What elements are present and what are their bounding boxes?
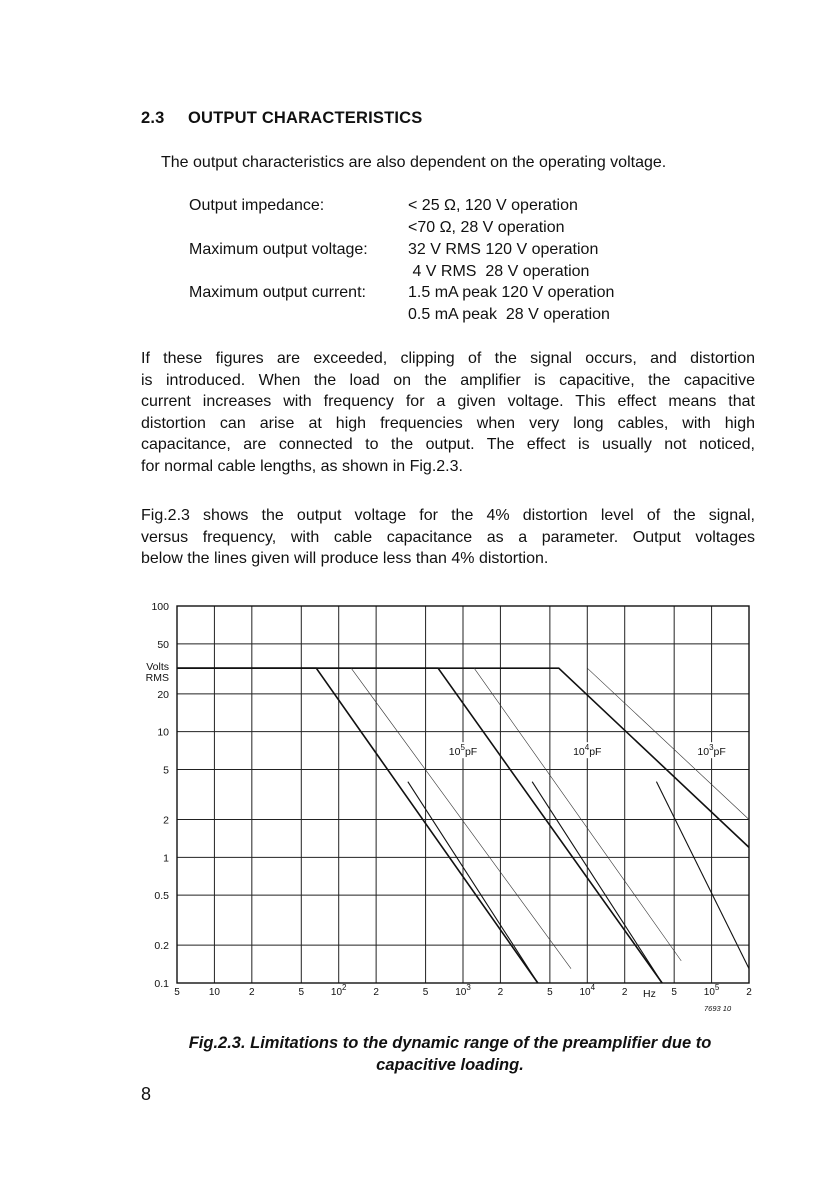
x-tick-label: 2: [249, 987, 255, 998]
figure-caption: [170, 1032, 730, 1076]
y-tick-label: 1: [163, 852, 169, 865]
paragraph-line: versus frequency, with cable capacitance as a parameter. Output voltages: [141, 528, 755, 546]
y-tick-label: 100: [151, 601, 169, 613]
x-tick-label: 5: [174, 987, 180, 998]
series-line: [408, 782, 538, 983]
y-tick-label: 20: [157, 688, 169, 701]
spec-value: 4 V RMS 28 V operation: [408, 263, 590, 280]
x-tick-label: 5: [422, 987, 429, 998]
paragraph-line: If these figures are exceeded, clipping of the signal occurs, and distortion: [141, 350, 755, 367]
series-label: $10^3pF$: [697, 743, 726, 759]
y-tick-label: 0.2: [154, 940, 169, 953]
spec-label: Output impedance:: [189, 197, 325, 214]
x-tick-label: 2: [746, 987, 752, 998]
spec-value: 1.5 mA peak 120 V operation: [408, 284, 615, 301]
series-line: [656, 782, 749, 969]
x-tick-label: 2: [373, 987, 379, 998]
y-tick-label: 0.1: [154, 978, 169, 990]
y-tick-label: 50: [157, 638, 169, 651]
series-label: $10^4pF$: [573, 743, 602, 759]
spec-value: 0.5 mA peak 28 V operation: [408, 306, 610, 323]
y-tick-label: 2: [163, 814, 169, 827]
series-line: [177, 668, 662, 983]
x-tick-label: 2: [621, 987, 628, 998]
intro-text: The output characteristics are also dependent on the operating voltage.: [161, 154, 667, 171]
paragraph-clipping: [141, 348, 755, 478]
x-tick-label: $10^3$: [455, 983, 471, 998]
paragraph-line: current increases with frequency for a given voltage. This effect means that: [141, 393, 755, 411]
spec-label: Maximum output current:: [189, 284, 366, 301]
series-label: $10^5pF$: [448, 743, 478, 759]
spec-value: <70 Ω, 28 V operation: [408, 219, 565, 236]
x-tick-label: 5: [298, 987, 305, 998]
y-axis-title: RMS: [145, 672, 169, 685]
x-tick-label: $10^4$: [579, 983, 596, 998]
section-heading: [141, 109, 422, 128]
caption-line: Fig.2.3. Limitations to the dynamic range of the preamplifier due to: [188, 1034, 712, 1052]
x-tick-label: 5: [671, 987, 677, 998]
section-number: 2.3: [141, 109, 165, 127]
x-tick-label: $10^2$: [330, 983, 347, 998]
caption-line: capacitive loading.: [376, 1056, 524, 1074]
x-tick-label: 5: [547, 987, 553, 998]
x-tick-label: 10: [208, 987, 220, 998]
spec-value: < 25 Ω, 120 V operation: [408, 197, 578, 214]
paragraph-line: distortion can arise at high frequencies when very long cables, with high: [141, 414, 755, 432]
section-title: OUTPUT CHARACTERISTICS: [188, 109, 423, 127]
series-line-thin: [351, 668, 571, 968]
paragraph-line: Fig.2.3 shows the output voltage for the 4% distortion level of the signal,: [141, 507, 755, 524]
spec-value: 32 V RMS 120 V operation: [408, 241, 599, 258]
distortion-chart: [0, 590, 838, 1020]
x-tick-label: 2: [497, 987, 504, 998]
x-unit-label: Hz: [643, 988, 656, 1000]
figure-code: 7693 10: [704, 1004, 732, 1013]
y-tick-label: 5: [163, 764, 169, 777]
paragraph-line: is introduced. When the load on the amplifier is capacitive, the capacitive: [141, 371, 755, 389]
spec-label: Maximum output voltage:: [189, 241, 368, 258]
y-tick-label: 0.5: [154, 890, 169, 903]
page-number: 8: [141, 1084, 152, 1104]
series-line-thin: [474, 668, 681, 961]
series-line: [177, 668, 538, 983]
series-line: [532, 782, 662, 983]
y-tick-label: 10: [157, 726, 169, 739]
paragraph-line: below the lines given will produce less than 4% distortion.: [141, 550, 549, 568]
paragraph-figure-intro: [141, 505, 755, 570]
paragraph-line: for normal cable lengths, as shown in Fig.2.3.: [141, 457, 463, 475]
y-axis-title: Volts: [146, 661, 169, 674]
x-tick-label: $10^5$: [703, 983, 720, 998]
paragraph-line: capacitance, are connected to the output. The effect is usually not noticed,: [141, 436, 755, 454]
